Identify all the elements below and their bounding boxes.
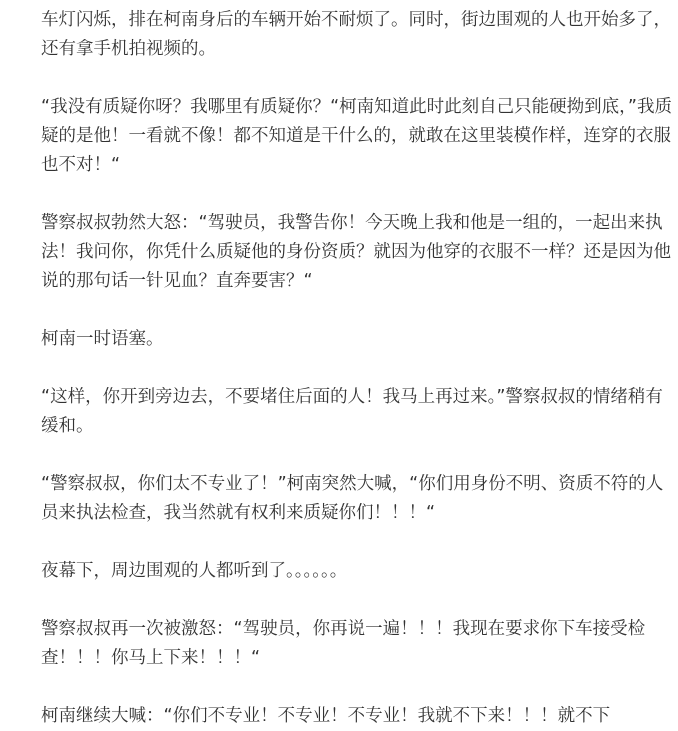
paragraph: 车灯闪烁，排在柯南身后的车辆开始不耐烦了。同时，街边围观的人也开始多了，还有拿手机拍视频的。 xyxy=(41,10,671,59)
article-body xyxy=(41,6,675,731)
paragraph: “这样，你开到旁边去，不要堵住后面的人！我马上再过来。”警察叔叔的情绪稍有缓和。 xyxy=(41,387,663,436)
paragraph: “警察叔叔，你们太不专业了！”柯南突然大喊，“你们用身份不明、资质不符的人员来执法检查，我当然就有权利来质疑你们！！！“ xyxy=(41,474,664,523)
paragraph: 柯南一时语塞。 xyxy=(41,329,164,349)
paragraph: 夜幕下，周边围观的人都听到了。。。。。。 xyxy=(41,561,348,581)
paragraph: 柯南继续大喊：“你们不专业！不专业！不专业！我就不下来！！！就不下 xyxy=(41,706,611,726)
paragraph: 警察叔叔勃然大怒：“驾驶员，我警告你！今天晚上我和他是一组的，一起出来执法！我问你，你凭什么质疑他的身份资质？就因为他穿的衣服不一样？还是因为他说的那句话一针见血？直奔要害？“ xyxy=(41,213,671,291)
paragraph: “我没有质疑你呀？我哪里有质疑你？“柯南知道此时此刻自己只能硬拗到底，”我质疑的是他！一看就不像！都不知道是干什么的，就敢在这里装模作样，连穿的衣服也不对！“ xyxy=(41,97,672,175)
paragraph: 警察叔叔再一次被激怒：“驾驶员，你再说一遍！！！我现在要求你下车接受检查！！！你马上下来！！！“ xyxy=(41,619,646,668)
